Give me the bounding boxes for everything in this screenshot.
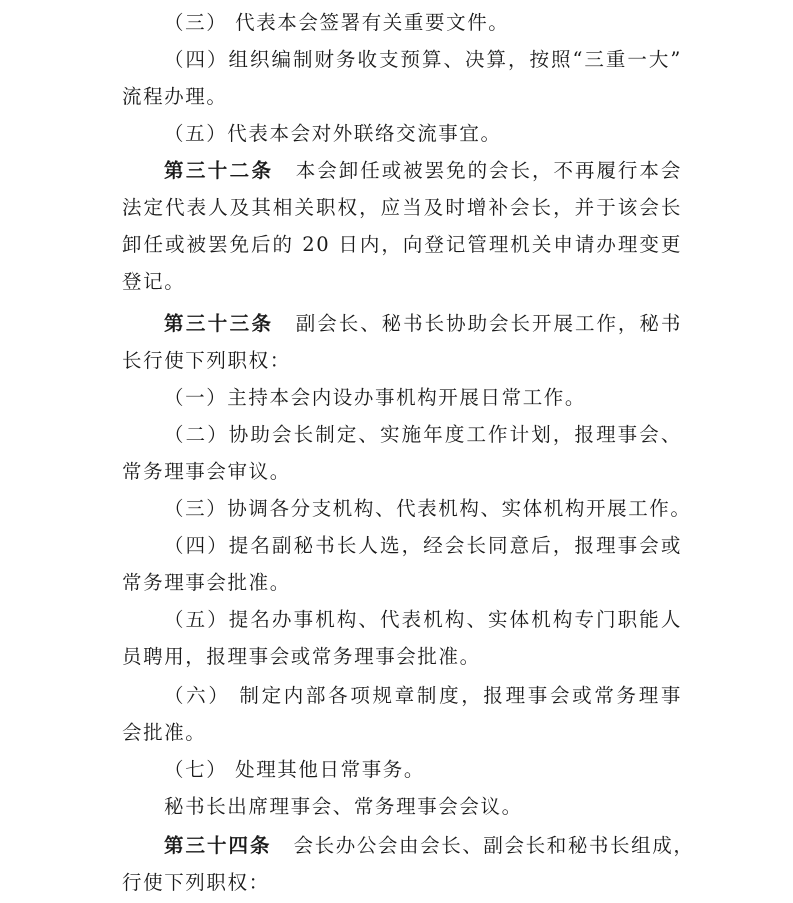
paragraph-line: （二）协助会长制定、实施年度工作计划，报理事会、 xyxy=(164,423,682,446)
paragraph-line: （七） 处理其他日常事务。 xyxy=(164,758,425,781)
paragraph-line: 行使下列职权： xyxy=(122,871,270,894)
paragraph-line: （四）组织编制财务收支预算、决算，按照“三重一大” xyxy=(164,48,682,71)
article-32-line: 第三十二条 本会卸任或被罢免的会长，不再履行本会 xyxy=(164,159,682,182)
paragraph-line: （五）提名办事机构、代表机构、实体机构专门职能人 xyxy=(164,608,682,631)
paragraph-line: （三） 代表本会签署有关重要文件。 xyxy=(164,11,510,34)
paragraph-line: 常务理事会批准。 xyxy=(122,571,291,594)
paragraph-line: （一）主持本会内设办事机构开展日常工作。 xyxy=(164,386,587,409)
paragraph-line: 长行使下列职权： xyxy=(122,349,291,372)
paragraph-line: （三）协调各分支机构、代表机构、实体机构开展工作。 xyxy=(164,497,692,520)
article-heading: 第三十二条 xyxy=(164,159,274,182)
paragraph-line: 会批准。 xyxy=(122,721,207,744)
paragraph-line: 法定代表人及其相关职权，应当及时增补会长，并于该会长 xyxy=(122,196,682,219)
paragraph-line: （六） 制定内部各项规章制度，报理事会或常务理事 xyxy=(164,684,682,707)
paragraph-line: 卸任或被罢免后的 20 日内，向登记管理机关申请办理变更 xyxy=(122,233,682,256)
article-heading: 第三十三条 xyxy=(164,312,274,335)
paragraph-line: 员聘用，报理事会或常务理事会批准。 xyxy=(122,645,481,668)
article-33-line: 第三十三条 副会长、秘书长协助会长开展工作，秘书 xyxy=(164,312,682,335)
paragraph-line: （四）提名副秘书长人选，经会长同意后，报理事会或 xyxy=(164,534,682,557)
article-34-line: 第三十四条 会长办公会由会长、副会长和秘书长组成， xyxy=(164,834,695,857)
paragraph-line: （五）代表本会对外联络交流事宜。 xyxy=(164,122,502,145)
article-heading: 第三十四条 xyxy=(164,834,272,857)
paragraph-line: 流程办理。 xyxy=(122,85,228,108)
paragraph-line: 登记。 xyxy=(122,270,186,293)
paragraph-line: 秘书长出席理事会、常务理事会会议。 xyxy=(164,795,523,818)
paragraph-line: 常务理事会审议。 xyxy=(122,460,291,483)
